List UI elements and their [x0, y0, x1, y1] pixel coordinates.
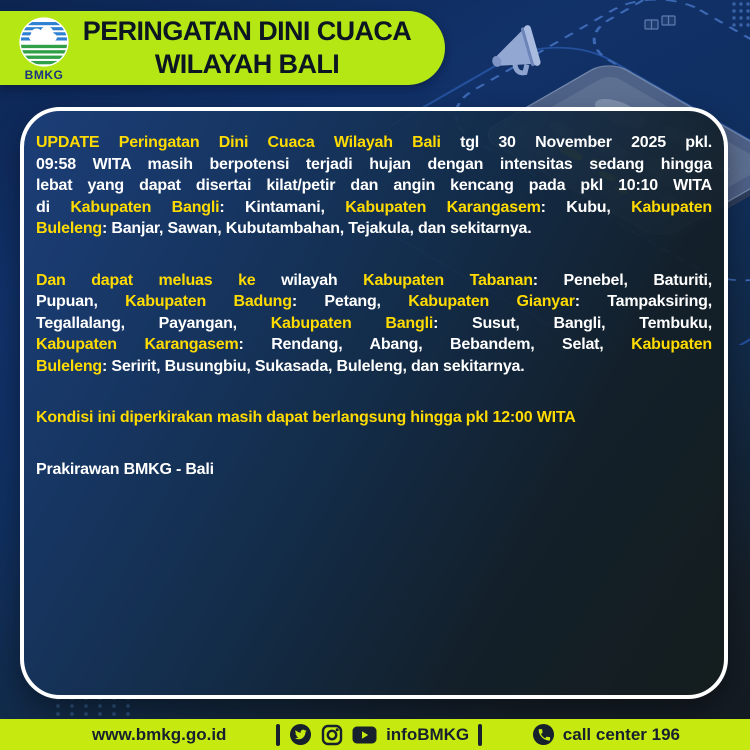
text-segment: Kabupaten [631, 336, 712, 353]
text-segment: : Kintamani, [219, 198, 346, 216]
warning-line [36, 197, 712, 219]
text-segment: : Rendang, Abang, Bebandem, Selat, [238, 336, 632, 353]
text-segment: Kabupaten Bangli [270, 314, 434, 332]
warning-line [36, 313, 712, 335]
text-segment: : Banjar, Sawan, Kubutambahan, Tejakula, dan sekitarnya. [101, 220, 532, 237]
text-segment: Buleleng [36, 357, 102, 375]
text-segment: Kondisi ini diperkirakan masih dapat berlangsung hingga pkl 12:00 WITA [36, 409, 576, 426]
separator [478, 724, 482, 746]
text-segment: Kabupaten Tabanan [363, 271, 533, 289]
text-segment: wilayah [281, 271, 364, 289]
text-segment: 09:58 WITA masih berpotensi terjadi hujan dengan intensitas sedang hingga [36, 155, 712, 173]
website-url: www.bmkg.go.id [92, 724, 227, 744]
title-line-2: WILAYAH BALI [154, 49, 340, 79]
twitter-icon [289, 723, 312, 746]
text-segment: tgl 30 November 2025 pkl. [440, 134, 712, 151]
separator [276, 724, 280, 746]
header-banner [0, 11, 445, 85]
warning-paragraph [36, 132, 712, 240]
warning-line [36, 407, 712, 429]
warning-line [36, 154, 712, 176]
dots-pattern [732, 2, 749, 26]
text-segment: di [36, 198, 71, 216]
warning-line [36, 218, 712, 240]
text-segment: Kabupaten [631, 198, 712, 216]
text-segment: : Kubu, [540, 198, 632, 216]
text-segment: lebat yang dapat disertai kilat/petir dan angin kencang pada pkl 10:10 WITA [36, 177, 712, 194]
warning-line [36, 175, 712, 197]
warning-line [36, 356, 712, 378]
text-segment: Buleleng [36, 220, 102, 237]
warning-line [36, 334, 712, 356]
widget-icons [645, 16, 675, 29]
warning-line [36, 270, 712, 292]
warning-line [36, 459, 712, 481]
warning-text [36, 132, 712, 480]
warning-panel [20, 107, 728, 699]
bmkg-logo-icon [18, 16, 70, 68]
text-segment: Kabupaten Karangasem [345, 198, 541, 216]
poster-title [73, 15, 445, 81]
megaphone-icon [485, 24, 542, 80]
text-segment: : Penebel, Baturiti, [532, 271, 712, 289]
title-line-1: PERINGATAN DINI CUACA [82, 16, 412, 46]
text-segment: Prakirawan BMKG - Bali [36, 460, 214, 478]
bmkg-logo [15, 16, 73, 81]
text-segment: Tegallalang, Payangan, [36, 314, 271, 332]
instagram-icon [321, 724, 343, 746]
youtube-icon [352, 726, 377, 744]
warning-line [36, 291, 712, 313]
phone-icon [532, 723, 555, 746]
social-handle: infoBMKG [386, 724, 470, 744]
warning-line [36, 132, 712, 154]
warning-paragraph [36, 270, 712, 378]
call-center-label: call center 196 [562, 724, 680, 744]
text-segment: : Seririt, Busungbiu, Sukasada, Buleleng, dan sekitarnya. [101, 357, 525, 375]
warning-paragraph [36, 407, 712, 429]
text-segment: : Tampaksiring, [574, 293, 712, 310]
bmkg-logo-label: BMKG [24, 67, 64, 82]
warning-paragraph [36, 459, 712, 481]
text-segment: Kabupaten Karangasem [36, 336, 239, 353]
text-segment: Pupuan, [36, 293, 126, 310]
text-segment: Kabupaten Bangli [70, 198, 220, 216]
text-segment: Kabupaten Gianyar [408, 293, 575, 310]
text-segment: Dan dapat meluas ke [36, 271, 282, 289]
footer-bar [0, 719, 750, 750]
text-segment: : Petang, [291, 293, 409, 310]
text-segment: : Susut, Bangli, Tembuku, [433, 314, 712, 332]
text-segment: UPDATE Peringatan Dini Cuaca Wilayah Bali [36, 134, 441, 151]
text-segment: Kabupaten Badung [125, 293, 292, 310]
